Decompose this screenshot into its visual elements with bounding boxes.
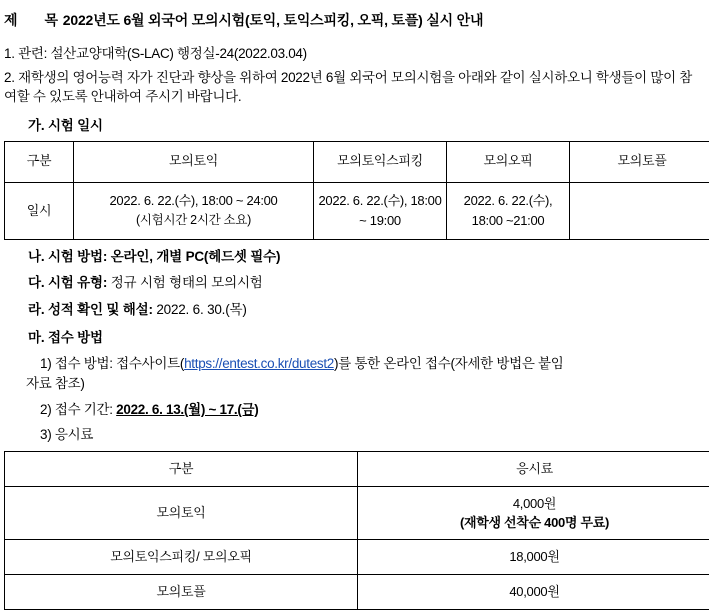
section-d-result: [0, 300, 709, 320]
fee-row-1-name: 모의토익스피킹/ 모의오픽: [5, 540, 358, 575]
section-a-heading: 가. 시험 일시: [0, 116, 709, 136]
table-row-header: [5, 452, 709, 487]
section-e-heading: 마. 접수 방법: [0, 328, 709, 348]
schedule-header-speaking: 모의토익스피킹: [314, 141, 447, 182]
title-label: 제: [4, 12, 19, 28]
schedule-header-toefl: 모의토플: [570, 141, 709, 182]
schedule-header-toeic: 모의토익: [74, 141, 314, 182]
schedule-header-gubun: 구분: [5, 141, 74, 182]
schedule-cell-toeic-line2: (시험시간 2시간 소요): [76, 211, 311, 230]
fee-row-2-name: 모의토플: [5, 575, 358, 610]
table-row: [5, 487, 709, 540]
fee-row-0-value-line1: 4,000원: [360, 494, 709, 514]
fee-row-0-value-line2: (재학생 선착순 400명 무료): [360, 513, 709, 533]
fee-table: [4, 451, 709, 610]
title-text: 2022년도 6월 외국어 모의시험(토익, 토익스피킹, 오픽, 토플) 실시 안내: [63, 12, 484, 28]
schedule-cell-toeic-line1: 2022. 6. 22.(수), 18:00 ~ 24:00: [76, 191, 311, 211]
fee-row-1-value: 18,000원: [358, 540, 709, 575]
apply-method-prefix: 1) 접수 방법: 접수사이트(: [40, 356, 184, 371]
apply-method-line-cont: 자료 참조): [0, 374, 709, 394]
schedule-header-opic: 모의오픽: [447, 141, 570, 182]
apply-method-line: [0, 354, 709, 374]
section-b-value: 온라인, 개별 PC(헤드셋 필수): [111, 249, 281, 264]
fee-row-2-value: 40,000원: [358, 575, 709, 610]
fee-header-fee: 응시료: [358, 452, 709, 487]
fee-line: 3) 응시료: [0, 425, 709, 445]
apply-period-line: [0, 400, 709, 420]
apply-period-value: 2022. 6. 13.(월) ~ 17.(금): [116, 402, 258, 417]
schedule-row-label: 일시: [5, 182, 74, 239]
registration-site-link[interactable]: https://entest.co.kr/dutest2: [184, 356, 334, 371]
fee-header-gubun: 구분: [5, 452, 358, 487]
document-page: [0, 10, 709, 557]
section-c-label: 다. 시험 유형:: [28, 275, 111, 290]
schedule-cell-toefl: [570, 182, 709, 239]
schedule-cell-opic-line1: 2022. 6. 22.(수),: [449, 191, 567, 211]
table-row-header: [5, 141, 709, 182]
schedule-table: [4, 141, 709, 240]
fee-row-0-value: [358, 487, 709, 540]
table-row: [5, 182, 709, 239]
schedule-cell-opic: [447, 182, 570, 239]
title-field-label: 목: [45, 12, 60, 28]
section-c-value: 정규 시험 형태의 모의시험: [111, 275, 263, 290]
table-row: [5, 575, 709, 610]
fee-row-0-name: 모의토익: [5, 487, 358, 540]
table-row: [5, 540, 709, 575]
schedule-cell-speaking: 2022. 6. 22.(수), 18:00 ~ 19:00: [314, 182, 447, 239]
section-d-label: 라. 성적 확인 및 해설:: [28, 302, 156, 317]
schedule-cell-toeic: [74, 182, 314, 239]
apply-method-suffix: )를 통한 온라인 접수(자세한 방법은 붙임: [334, 356, 564, 371]
apply-period-prefix: 2) 접수 기간:: [40, 402, 116, 417]
section-c-type: [0, 273, 709, 293]
section-d-value: 2022. 6. 30.(목): [156, 302, 246, 317]
page-title: [0, 10, 709, 30]
section-b-label: 나. 시험 방법:: [28, 249, 111, 264]
schedule-cell-opic-line2: 18:00 ~21:00: [449, 211, 567, 231]
section-b-method: [0, 247, 709, 267]
paragraph-purpose: 2. 재학생의 영어능력 자가 진단과 향상을 위하여 2022년 6월 외국어 모의시험을 아래와 같이 실시하오니 학생들이 많이 참여할 수 있도록 안내하여 주시기 바랍니다.: [0, 68, 709, 107]
paragraph-related: 1. 관련: 설산교양대학(S-LAC) 행정실-24(2022.03.04): [0, 44, 709, 64]
